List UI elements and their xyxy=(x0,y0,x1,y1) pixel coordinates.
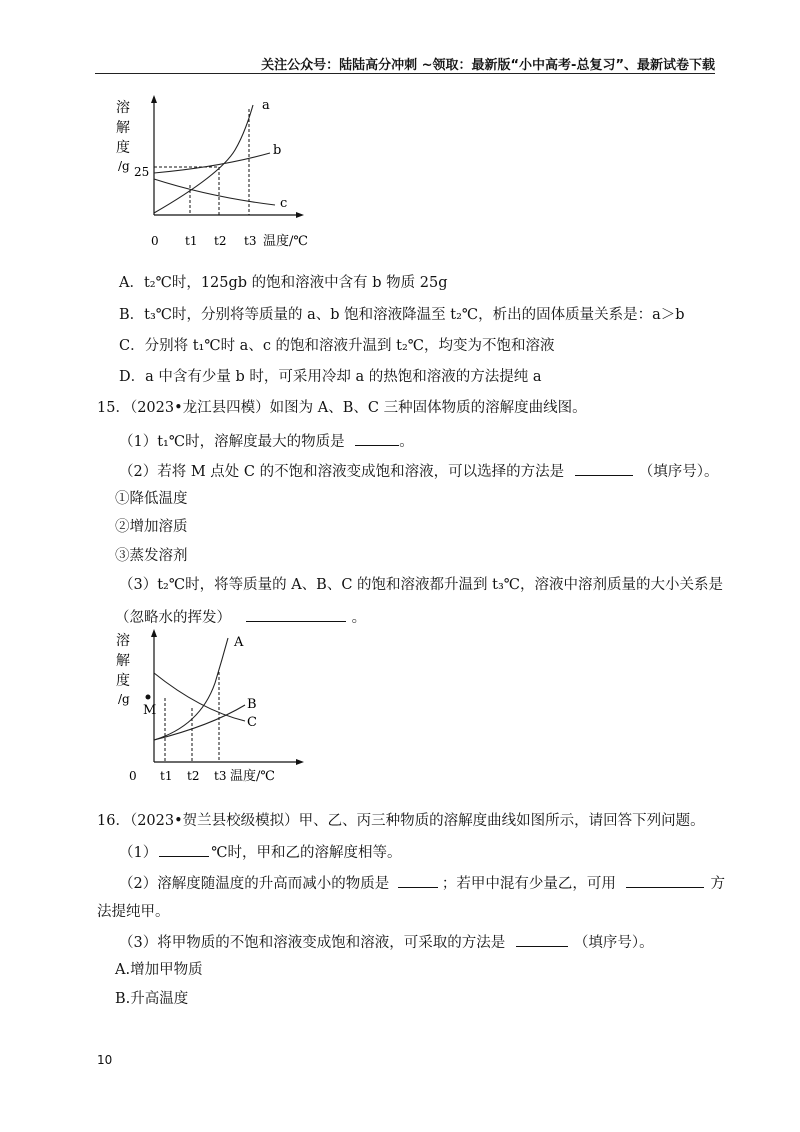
chart1-ylabel-3: 度 xyxy=(116,140,130,156)
chart2-x-arrow xyxy=(296,759,304,765)
page-header: 关注公众号：陆陆高分冲刺 ~领取：最新版“小中高考-总复习”、最新试卷下载 xyxy=(261,58,715,73)
q15-part2-blank[interactable] xyxy=(575,460,633,476)
q15-part1 xyxy=(119,430,414,452)
q16-part2-blank-2[interactable] xyxy=(626,872,704,888)
q14-option-d: D．a 中含有少量 b 时，可采用冷却 a 的热饱和溶液的方法提纯 a xyxy=(119,369,542,385)
q16-part3-end: （填序号）。 xyxy=(573,935,654,951)
q14-option-a: A．t₂℃时，125gb 的饱和溶液中含有 b 物质 25g xyxy=(119,275,448,291)
chart2-x-tick-t2: t2 xyxy=(187,769,200,783)
q16-part2-mid: ；若甲中混有少量乙，可用 xyxy=(441,876,616,892)
chart1-ylabel-1: 溶 xyxy=(116,100,130,116)
q16-choice-b: B.升高温度 xyxy=(115,991,189,1007)
q16-part2-end: 方 xyxy=(710,876,725,892)
chart2-point-m xyxy=(146,695,151,700)
chart1-curve-b xyxy=(154,153,270,173)
q15-part3-blank[interactable] xyxy=(246,606,346,622)
q16-part2-blank-1[interactable] xyxy=(398,872,438,888)
chart1-ylabel-2: 解 xyxy=(116,120,130,136)
q15-part3b-text: （忽略水的挥发） xyxy=(115,610,231,626)
chart1-curve-c xyxy=(154,179,275,205)
q16-part1-post: ℃时，甲和乙的溶解度相等。 xyxy=(211,845,402,861)
chart2-label-a: A xyxy=(234,635,244,650)
chart2-label-b: B xyxy=(247,697,257,712)
q16-part2b: 法提纯甲。 xyxy=(97,904,170,920)
q15-part1-end: 。 xyxy=(399,434,414,450)
q15-part2-end: （填序号）。 xyxy=(638,464,719,480)
q16-choice-a: A.增加甲物质 xyxy=(115,962,203,978)
q14-option-b: B．t₃℃时，分别将等质量的 a、b 饱和溶液降温至 t₂℃，析出的固体质量关系是：a＞b xyxy=(119,307,685,323)
q14-option-c: C．分别将 t₁℃时 a、c 的饱和溶液升温到 t₂℃，均变为不饱和溶液 xyxy=(119,338,555,354)
chart2-ylabel-2: 解 xyxy=(116,653,130,669)
solubility-chart-1 xyxy=(110,95,310,255)
chart1-xlabel: 温度/℃ xyxy=(263,234,308,249)
chart1-x-tick-t2: t2 xyxy=(214,234,227,248)
q16-part2-text: （2）溶解度随温度的升高而减小的物质是 xyxy=(119,876,390,892)
q15-part2-text: （2）若将 M 点处 C 的不饱和溶液变成饱和溶液，可以选择的方法是 xyxy=(119,464,565,480)
chart1-origin: 0 xyxy=(151,234,159,248)
q16-part3 xyxy=(119,931,654,953)
chart1-y-arrow xyxy=(151,95,157,103)
q15-stem: 15．（2023•龙江县四模）如图为 A、B、C 三种固体物质的溶解度曲线图。 xyxy=(97,400,587,416)
chart1-curve-a xyxy=(154,105,253,213)
q15-part3b xyxy=(115,606,366,628)
chart2-ylabel-4: /g xyxy=(118,692,130,706)
chart2-y-arrow xyxy=(151,629,157,637)
q15-part2 xyxy=(119,460,718,482)
chart1-label-b: b xyxy=(273,143,282,158)
chart2-xlabel: 温度/℃ xyxy=(230,769,275,784)
q16-part3-blank[interactable] xyxy=(516,931,568,947)
chart1-x-arrow xyxy=(296,212,304,218)
chart1-label-c: c xyxy=(280,196,288,211)
q15-choice-1: ①降低温度 xyxy=(115,491,188,507)
chart2-ylabel-1: 溶 xyxy=(116,633,130,649)
chart2-curve-c xyxy=(154,673,245,721)
chart2-ylabel-3: 度 xyxy=(116,673,130,689)
q16-stem: 16．（2023•贺兰县校级模拟）甲、乙、丙三种物质的溶解度曲线如图所示，请回答下列问题。 xyxy=(97,813,705,829)
q16-part1-pre: （1） xyxy=(119,845,158,861)
chart1-x-tick-t3: t3 xyxy=(244,234,257,248)
q15-part1-text: （1）t₁℃时，溶解度最大的物质是 xyxy=(119,434,345,450)
q15-choice-3: ③蒸发溶剂 xyxy=(115,548,188,564)
q15-part3: （3）t₂℃时，将等质量的 A、B、C 的饱和溶液都升温到 t₃℃，溶液中溶剂质量的大小关系是 xyxy=(119,577,723,593)
chart1-ylabel-4: /g xyxy=(118,159,130,173)
q16-part2 xyxy=(119,872,725,894)
page-number: 10 xyxy=(97,1053,113,1067)
chart2-x-tick-t1: t1 xyxy=(160,769,173,783)
chart1-y-tick-25: 25 xyxy=(134,165,150,179)
q16-part1-blank[interactable] xyxy=(159,841,209,857)
q15-part1-blank[interactable] xyxy=(355,430,399,446)
q15-part3b-end: 。 xyxy=(351,610,367,626)
q16-part1 xyxy=(119,841,401,863)
chart2-point-m-label: M xyxy=(143,703,157,718)
chart2-origin: 0 xyxy=(129,769,137,783)
solubility-chart-2 xyxy=(110,628,310,788)
q16-part3-text: （3）将甲物质的不饱和溶液变成饱和溶液，可采取的方法是 xyxy=(119,935,506,951)
header-rule xyxy=(95,73,715,74)
q15-choice-2: ②增加溶质 xyxy=(115,519,188,535)
chart1-label-a: a xyxy=(262,98,270,113)
chart1-x-tick-t1: t1 xyxy=(185,234,198,248)
chart2-x-tick-t3: t3 xyxy=(214,769,227,783)
chart2-label-c: C xyxy=(247,715,257,730)
